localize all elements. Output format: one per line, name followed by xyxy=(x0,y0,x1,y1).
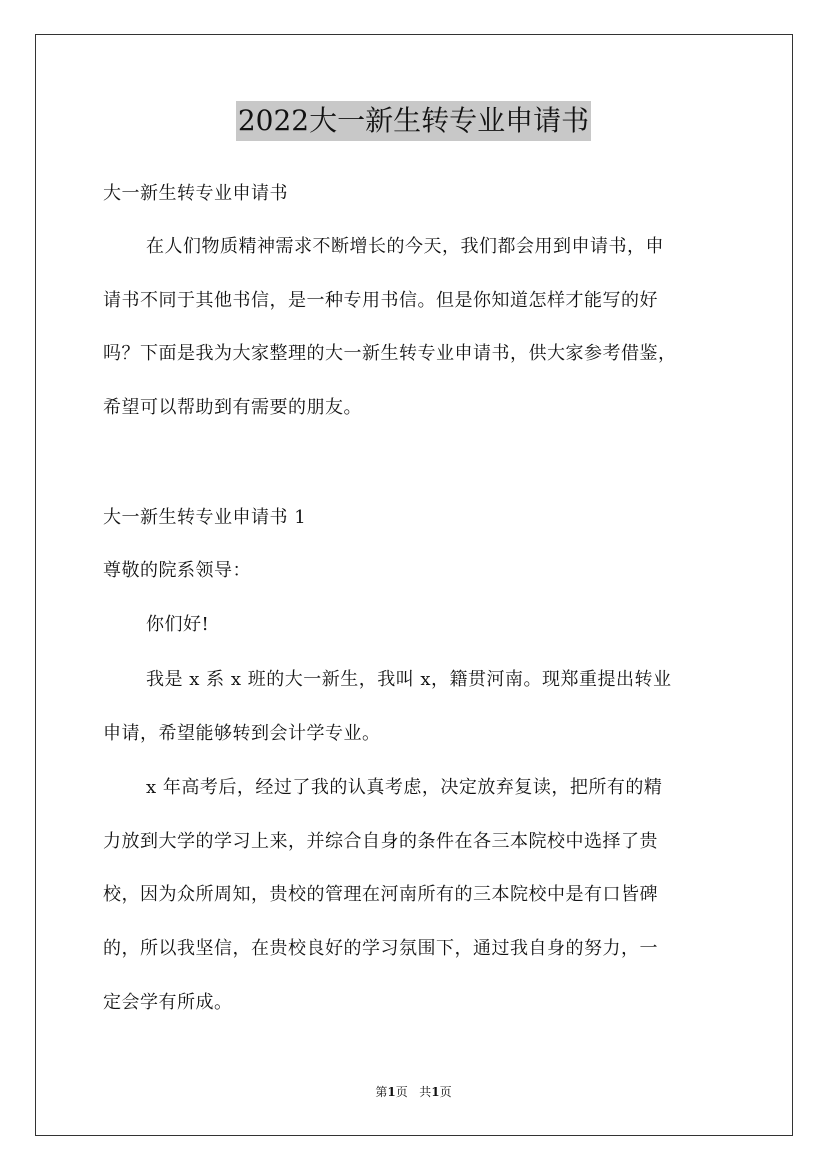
section-heading: 大一新生转专业申请书 1 xyxy=(103,507,307,528)
intro-line-1: 在人们物质精神需求不断增长的今天，我们都会用到申请书，申 xyxy=(146,236,664,257)
total-pages: 1 xyxy=(431,1085,440,1099)
document-subtitle: 大一新生转专业申请书 xyxy=(103,183,288,204)
paragraph2-line-5: 定会学有所成。 xyxy=(103,992,233,1013)
page-prefix: 第 xyxy=(375,1085,388,1099)
total-suffix: 页 xyxy=(439,1085,452,1099)
paragraph1-line-2: 申请，希望能够转到会计学专业。 xyxy=(103,723,381,744)
total-prefix: 共 xyxy=(419,1085,432,1099)
intro-line-4: 希望可以帮助到有需要的朋友。 xyxy=(103,397,362,418)
intro-line-3: 吗？下面是我为大家整理的大一新生转专业申请书，供大家参考借鉴， xyxy=(103,343,677,364)
paragraph2-line-1: x 年高考后，经过了我的认真考虑，决定放弃复读，把所有的精 xyxy=(146,777,663,798)
intro-line-2: 请书不同于其他书信，是一种专用书信。但是你知道怎样才能写的好 xyxy=(103,290,658,311)
page-mid: 页 xyxy=(395,1085,408,1099)
paragraph2-line-4: 的，所以我坚信，在贵校良好的学习氛围下，通过我自身的努力，一 xyxy=(103,938,658,959)
paragraph2-line-2: 力放到大学的学习上来，并综合自身的条件在各三本院校中选择了贵 xyxy=(103,831,658,852)
page-number: 1 xyxy=(387,1085,396,1099)
salutation: 尊敬的院系领导： xyxy=(103,560,251,581)
page-footer xyxy=(0,1083,827,1101)
paragraph2-line-3: 校，因为众所周知，贵校的管理在河南所有的三本院校中是有口皆碑 xyxy=(103,884,658,905)
paragraph1-line-1: 我是 x 系 x 班的大一新生，我叫 x，籍贯河南。现郑重提出转业 xyxy=(146,669,672,690)
document-title: 2022大一新生转专业申请书 xyxy=(236,101,591,141)
greeting: 你们好! xyxy=(146,614,210,635)
title-container xyxy=(0,101,827,141)
